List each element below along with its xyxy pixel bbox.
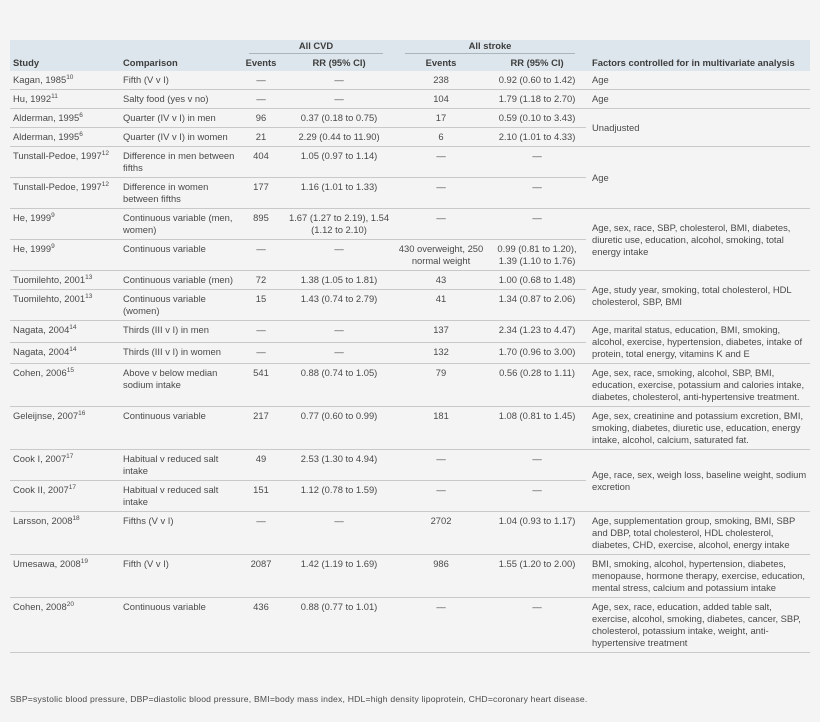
cell-stroke-events: — xyxy=(394,481,488,512)
header-cvd-events: Events xyxy=(245,57,277,68)
study-name: Alderman, 1995 xyxy=(13,131,80,142)
cell-stroke-events: 6 xyxy=(394,128,488,147)
cell-comparison: Continuous variable xyxy=(120,598,238,653)
cell-comparison: Habitual v reduced salt intake xyxy=(120,481,238,512)
cell-cvd-events: — xyxy=(238,321,284,343)
cell-stroke-rr: — xyxy=(488,481,586,512)
cell-stroke-rr: — xyxy=(488,147,586,178)
cell-stroke-events: 430 overweight, 250 normal weight xyxy=(394,240,488,271)
cell-study xyxy=(10,481,120,512)
study-name: Geleijnse, 2007 xyxy=(13,410,79,421)
cell-cvd-rr: — xyxy=(284,71,394,90)
table-row xyxy=(10,407,810,450)
cell-cvd-events: 436 xyxy=(238,598,284,653)
table-footnote: SBP=systolic blood pressure, DBP=diastolic blood pressure, BMI=body mass index, HDL=high density lipoprotein, CHD=coronary heart disease. xyxy=(10,694,588,704)
cell-cvd-events: 895 xyxy=(238,209,284,240)
header-comparison: Comparison xyxy=(123,57,178,68)
cell-study xyxy=(10,240,120,271)
cell-study xyxy=(10,407,120,450)
cell-cvd-events: — xyxy=(238,71,284,90)
study-name: Cohen, 2006 xyxy=(13,367,67,378)
cell-stroke-rr: 0.99 (0.81 to 1.20), 1.39 (1.10 to 1.76) xyxy=(488,240,586,271)
reference-number: 14 xyxy=(69,324,77,331)
cell-comparison: Habitual v reduced salt intake xyxy=(120,450,238,481)
cell-stroke-events: 41 xyxy=(394,290,488,321)
cell-stroke-rr: 1.00 (0.68 to 1.48) xyxy=(488,271,586,290)
cell-comparison: Thirds (III v I) in men xyxy=(120,321,238,343)
study-name: Tunstall-Pedoe, 1997 xyxy=(13,181,102,192)
cell-cvd-events: — xyxy=(238,512,284,555)
cell-comparison: Continuous variable xyxy=(120,407,238,450)
cell-study xyxy=(10,147,120,178)
cell-study xyxy=(10,128,120,147)
cell-factors: Age, marital status, education, BMI, smoking, alcohol, exercise, hypertension, diabetes, intake of protein, total energy, vitamins K and E xyxy=(586,321,810,364)
study-name: Larsson, 2008 xyxy=(13,515,73,526)
cell-comparison: Fifths (V v I) xyxy=(120,512,238,555)
table-row xyxy=(10,555,810,598)
cell-stroke-events: 104 xyxy=(394,90,488,109)
reference-number: 9 xyxy=(51,243,55,250)
cell-stroke-events: — xyxy=(394,450,488,481)
cell-stroke-events: 17 xyxy=(394,109,488,128)
cell-cvd-events: 404 xyxy=(238,147,284,178)
cell-stroke-rr: 0.56 (0.28 to 1.11) xyxy=(488,364,586,407)
header-factors: Factors controlled for in multivariate analysis xyxy=(592,57,795,68)
cell-cvd-rr: — xyxy=(284,90,394,109)
reference-number: 12 xyxy=(101,181,110,188)
cell-factors: Age, race, sex, weigh loss, baseline weight, sodium excretion xyxy=(586,450,810,512)
cell-cvd-rr: 1.05 (0.97 to 1.14) xyxy=(284,147,394,178)
cell-study xyxy=(10,71,120,90)
study-name: Tunstall-Pedoe, 1997 xyxy=(13,150,102,161)
reference-number: 12 xyxy=(101,150,110,157)
study-name: Nagata, 2004 xyxy=(13,345,70,357)
reference-number: 18 xyxy=(72,515,80,522)
cell-stroke-events: 79 xyxy=(394,364,488,407)
cell-study xyxy=(10,109,120,128)
cell-cvd-events: — xyxy=(238,90,284,109)
cell-cvd-rr: 0.77 (0.60 to 0.99) xyxy=(284,407,394,450)
study-name: Umesawa, 2008 xyxy=(13,558,81,569)
header-stroke-events: Events xyxy=(425,57,457,68)
cell-comparison: Continuous variable (women) xyxy=(120,290,238,321)
cell-stroke-rr: 0.92 (0.60 to 1.42) xyxy=(488,71,586,90)
cell-study xyxy=(10,271,120,290)
cell-comparison: Fifth (V v I) xyxy=(120,555,238,598)
cell-stroke-rr: 1.55 (1.20 to 2.00) xyxy=(488,555,586,598)
cell-cvd-events: 72 xyxy=(238,271,284,290)
cell-factors: Age xyxy=(586,71,810,90)
cell-stroke-events: 137 xyxy=(394,321,488,343)
cell-stroke-rr: 0.59 (0.10 to 3.43) xyxy=(488,109,586,128)
table-body xyxy=(10,71,810,653)
cell-cvd-events: — xyxy=(238,342,284,364)
cell-comparison: Quarter (IV v I) in women xyxy=(120,128,238,147)
cell-study xyxy=(10,178,120,209)
header-group-cvd-label: All CVD xyxy=(249,40,383,54)
cell-study xyxy=(10,364,120,407)
cell-comparison: Continuous variable (men) xyxy=(120,271,238,290)
cell-factors: Age, sex, race, smoking, alcohol, SBP, BMI, education, exercise, potassium and calories intake, diabetes, cholesterol, anti-hypertensive treatment. xyxy=(586,364,810,407)
cell-stroke-events: 986 xyxy=(394,555,488,598)
cell-study xyxy=(10,450,120,481)
cell-study xyxy=(10,290,120,321)
cell-stroke-rr: — xyxy=(488,598,586,653)
cell-factors: Age, sex, race, SBP, cholesterol, BMI, diabetes, diuretic use, education, alcohol, smoking, total energy intake xyxy=(586,209,810,271)
table-row xyxy=(10,321,810,343)
reference-number: 16 xyxy=(78,410,86,417)
cell-factors: BMI, smoking, alcohol, hypertension, diabetes, menopause, hormone therapy, exercise, education, mental stress, calcium and potassium intake xyxy=(586,555,810,598)
cell-cvd-rr: 0.88 (0.77 to 1.01) xyxy=(284,598,394,653)
cell-stroke-events: — xyxy=(394,147,488,178)
cell-stroke-events: 2702 xyxy=(394,512,488,555)
cell-factors: Age, sex, creatinine and potassium excretion, BMI, smoking, diabetes, diuretic use, education, energy intake, alcohol, calcium, saturated fat. xyxy=(586,407,810,450)
cell-factors: Age, supplementation group, smoking, BMI, SBP and DBP, total cholesterol, HDL cholesterol, diabetes, CHD, exercise, alcohol, energy intake xyxy=(586,512,810,555)
reference-number: 20 xyxy=(66,601,74,608)
cell-cvd-events: 2087 xyxy=(238,555,284,598)
table-row xyxy=(10,90,810,109)
reference-number: 11 xyxy=(51,93,58,100)
cell-cvd-events: 151 xyxy=(238,481,284,512)
cell-cvd-events: 541 xyxy=(238,364,284,407)
reference-number: 14 xyxy=(69,345,77,353)
cell-stroke-rr: 1.79 (1.18 to 2.70) xyxy=(488,90,586,109)
table-row xyxy=(10,512,810,555)
cell-stroke-events: 181 xyxy=(394,407,488,450)
cell-comparison: Difference in women between fifths xyxy=(120,178,238,209)
study-name: Alderman, 1995 xyxy=(13,112,80,123)
cell-stroke-rr: 2.34 (1.23 to 4.47) xyxy=(488,321,586,343)
cell-comparison: Continuous variable xyxy=(120,240,238,271)
cell-stroke-rr: — xyxy=(488,450,586,481)
cell-cvd-events: 217 xyxy=(238,407,284,450)
cell-cvd-rr: 1.67 (1.27 to 2.19), 1.54 (1.12 to 2.10) xyxy=(284,209,394,240)
study-name: He, 1999 xyxy=(13,243,52,254)
cell-study xyxy=(10,342,120,364)
cell-stroke-rr: — xyxy=(488,209,586,240)
cell-cvd-rr: 1.42 (1.19 to 1.69) xyxy=(284,555,394,598)
study-name: Tuomilehto, 2001 xyxy=(13,293,86,304)
cell-stroke-events: 132 xyxy=(394,342,488,364)
cell-cvd-rr: — xyxy=(284,240,394,271)
table-row xyxy=(10,450,810,481)
cell-cvd-rr: 2.53 (1.30 to 4.94) xyxy=(284,450,394,481)
cell-stroke-rr: 1.08 (0.81 to 1.45) xyxy=(488,407,586,450)
cell-stroke-events: — xyxy=(394,209,488,240)
cell-cvd-rr: 2.29 (0.44 to 11.90) xyxy=(284,128,394,147)
cell-cvd-rr: 1.38 (1.05 to 1.81) xyxy=(284,271,394,290)
reference-number: 13 xyxy=(85,293,93,300)
cell-comparison: Fifth (V v I) xyxy=(120,71,238,90)
reference-number: 10 xyxy=(66,74,74,81)
cell-stroke-events: — xyxy=(394,598,488,653)
reference-number: 15 xyxy=(66,367,74,374)
cell-stroke-events: 238 xyxy=(394,71,488,90)
table-row xyxy=(10,364,810,407)
cell-stroke-events: — xyxy=(394,178,488,209)
study-name: Hu, 1992 xyxy=(13,93,52,104)
cell-stroke-rr: 2.10 (1.01 to 4.33) xyxy=(488,128,586,147)
cell-factors: Unadjusted xyxy=(586,109,810,147)
table-row xyxy=(10,109,810,128)
table-row xyxy=(10,271,810,290)
table-row xyxy=(10,598,810,653)
study-name: Tuomilehto, 2001 xyxy=(13,274,86,285)
study-name: Cook II, 2007 xyxy=(13,484,69,495)
cell-cvd-rr: — xyxy=(284,321,394,343)
cell-comparison: Salty food (yes v no) xyxy=(120,90,238,109)
cell-study xyxy=(10,512,120,555)
cell-cvd-rr: — xyxy=(284,512,394,555)
study-name: Cohen, 2008 xyxy=(13,601,67,612)
cell-stroke-rr: 1.04 (0.93 to 1.17) xyxy=(488,512,586,555)
cell-comparison: Above v below median sodium intake xyxy=(120,364,238,407)
cell-factors: Age xyxy=(586,147,810,209)
cell-comparison: Difference in men between fifths xyxy=(120,147,238,178)
cell-comparison: Thirds (III v I) in women xyxy=(120,342,238,364)
header-group-cvd xyxy=(238,40,394,54)
study-name: He, 1999 xyxy=(13,212,52,223)
cell-study xyxy=(10,598,120,653)
cell-study xyxy=(10,90,120,109)
cell-cvd-rr: 1.12 (0.78 to 1.59) xyxy=(284,481,394,512)
cell-stroke-rr: — xyxy=(488,178,586,209)
cell-comparison: Continuous variable (men, women) xyxy=(120,209,238,240)
reference-number: 17 xyxy=(68,484,76,491)
header-cvd-rr: RR (95% CI) xyxy=(312,57,366,68)
table-row xyxy=(10,209,810,240)
cell-cvd-rr: 0.88 (0.74 to 1.05) xyxy=(284,364,394,407)
cell-factors: Age xyxy=(586,90,810,109)
cell-factors: Age, sex, race, education, added table salt, exercise, alcohol, smoking, diabetes, cancer, SBP, cholesterol, potassium intake, weight, anti-hypertensive treatment xyxy=(586,598,810,653)
cell-study xyxy=(10,209,120,240)
study-name: Cook I, 2007 xyxy=(13,453,67,464)
study-name: Kagan, 1985 xyxy=(13,74,67,85)
cell-cvd-events: 49 xyxy=(238,450,284,481)
cell-cvd-rr: 1.43 (0.74 to 2.79) xyxy=(284,290,394,321)
cell-factors: Age, study year, smoking, total cholesterol, HDL cholesterol, SBP, BMI xyxy=(586,271,810,321)
cell-cvd-events: 15 xyxy=(238,290,284,321)
results-table-container xyxy=(10,40,810,653)
cell-study xyxy=(10,321,120,343)
header-group-stroke-label: All stroke xyxy=(405,40,575,54)
cohort-studies-table xyxy=(10,40,810,653)
table-row xyxy=(10,71,810,90)
cell-cvd-events: — xyxy=(238,240,284,271)
table-header xyxy=(10,40,810,71)
header-study: Study xyxy=(13,57,40,68)
cell-cvd-events: 177 xyxy=(238,178,284,209)
cell-cvd-events: 96 xyxy=(238,109,284,128)
reference-number: 17 xyxy=(66,453,74,460)
cell-comparison: Quarter (IV v I) in men xyxy=(120,109,238,128)
cell-stroke-rr: 1.70 (0.96 to 3.00) xyxy=(488,342,586,364)
header-group-stroke xyxy=(394,40,586,54)
cell-study xyxy=(10,555,120,598)
reference-number: 19 xyxy=(80,558,88,565)
header-stroke-rr: RR (95% CI) xyxy=(510,57,564,68)
cell-cvd-events: 21 xyxy=(238,128,284,147)
reference-number: 13 xyxy=(85,274,93,281)
cell-cvd-rr: 1.16 (1.01 to 1.33) xyxy=(284,178,394,209)
reference-number: 9 xyxy=(51,212,55,219)
cell-stroke-rr: 1.34 (0.87 to 2.06) xyxy=(488,290,586,321)
cell-cvd-rr: — xyxy=(284,342,394,364)
cell-cvd-rr: 0.37 (0.18 to 0.75) xyxy=(284,109,394,128)
reference-number: 6 xyxy=(79,112,83,119)
cell-stroke-events: 43 xyxy=(394,271,488,290)
reference-number: 6 xyxy=(79,131,83,138)
study-name: Nagata, 2004 xyxy=(13,324,70,335)
table-row xyxy=(10,147,810,178)
